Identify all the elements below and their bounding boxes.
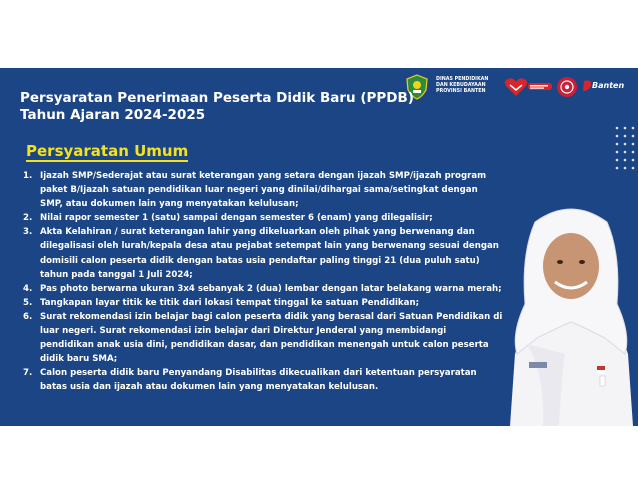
campaign-logo-icon	[528, 79, 552, 95]
slide-banner	[0, 68, 638, 426]
list-item: 1. Ijazah SMP/Sederajat atau surat keterangan yang setara dengan ijazah SMP/ijazah program paket B/Ijazah satuan pendidikan luar negeri yang dinilai/dihargai sama/setingkat dengan SMP, atau dokumen lain yang menyatakan kelulusan;	[23, 171, 487, 210]
list-item: 3. Akta Kelahiran / surat keterangan lahir yang dikeluarkan oleh pihak yang berwenang dan dilegalisasi oleh lurah/kepala desa atau pejabat setempat lain yang berwenang sesuai dengan domisili calon peserta didik dengan batas usia pendaftar paling tinggi 21 (dua puluh satu) tahun pada tanggal 1 Juli 2024;	[23, 227, 499, 280]
requirements-list	[23, 169, 503, 395]
logo-strip	[404, 74, 634, 100]
student-photo	[505, 204, 638, 426]
title-line-1: Persyaratan Penerimaan Peserta Didik Baru (PPDB)	[20, 90, 414, 106]
title-line-2: Tahun Ajaran 2024-2025	[20, 107, 206, 123]
section-heading: Persyaratan Umum	[26, 142, 189, 160]
list-item: 6. Surat rekomendasi izin belajar bagi calon peserta didik yang berasal dari Satuan Pendidikan di luar negeri. Surat rekomendasi izin belajar dari Direktur Jenderal yang membidangi pendidikan anak usia dini, pendidikan dasar, dan pendidikan menengah untuk calon peserta didik baru SMA;	[23, 311, 503, 365]
list-item: 2. Nilai rapor semester 1 (satu) sampai dengan semester 6 (enam) yang dilegalisir;	[23, 213, 433, 224]
list-item: 7. Calon peserta didik baru Penyandang Disabilitas dikecualikan dari ketentuan persyaratan batas usia dan ijazah atau dokumen lain yang menyatakan kelulusan.	[23, 368, 477, 393]
heart-logo-icon	[504, 77, 528, 97]
banten-brand-text: Banten	[592, 81, 625, 90]
page-title	[20, 90, 414, 124]
list-item: 5. Tangkapan layar titik ke titik dari lokasi tempat tinggal ke satuan Pendidikan;	[23, 297, 420, 308]
decorative-dots-icon	[607, 124, 637, 174]
round-seal-icon	[556, 76, 578, 98]
dinas-logo-text: DINAS PENDIDIKAN DAN KEBUDAYAAN PROVINSI BANTEN	[436, 77, 489, 94]
list-item: 4. Pas photo berwarna ukuran 3x4 sebanyak 2 (dua) lembar dengan latar belakang warna merah;	[23, 283, 502, 294]
